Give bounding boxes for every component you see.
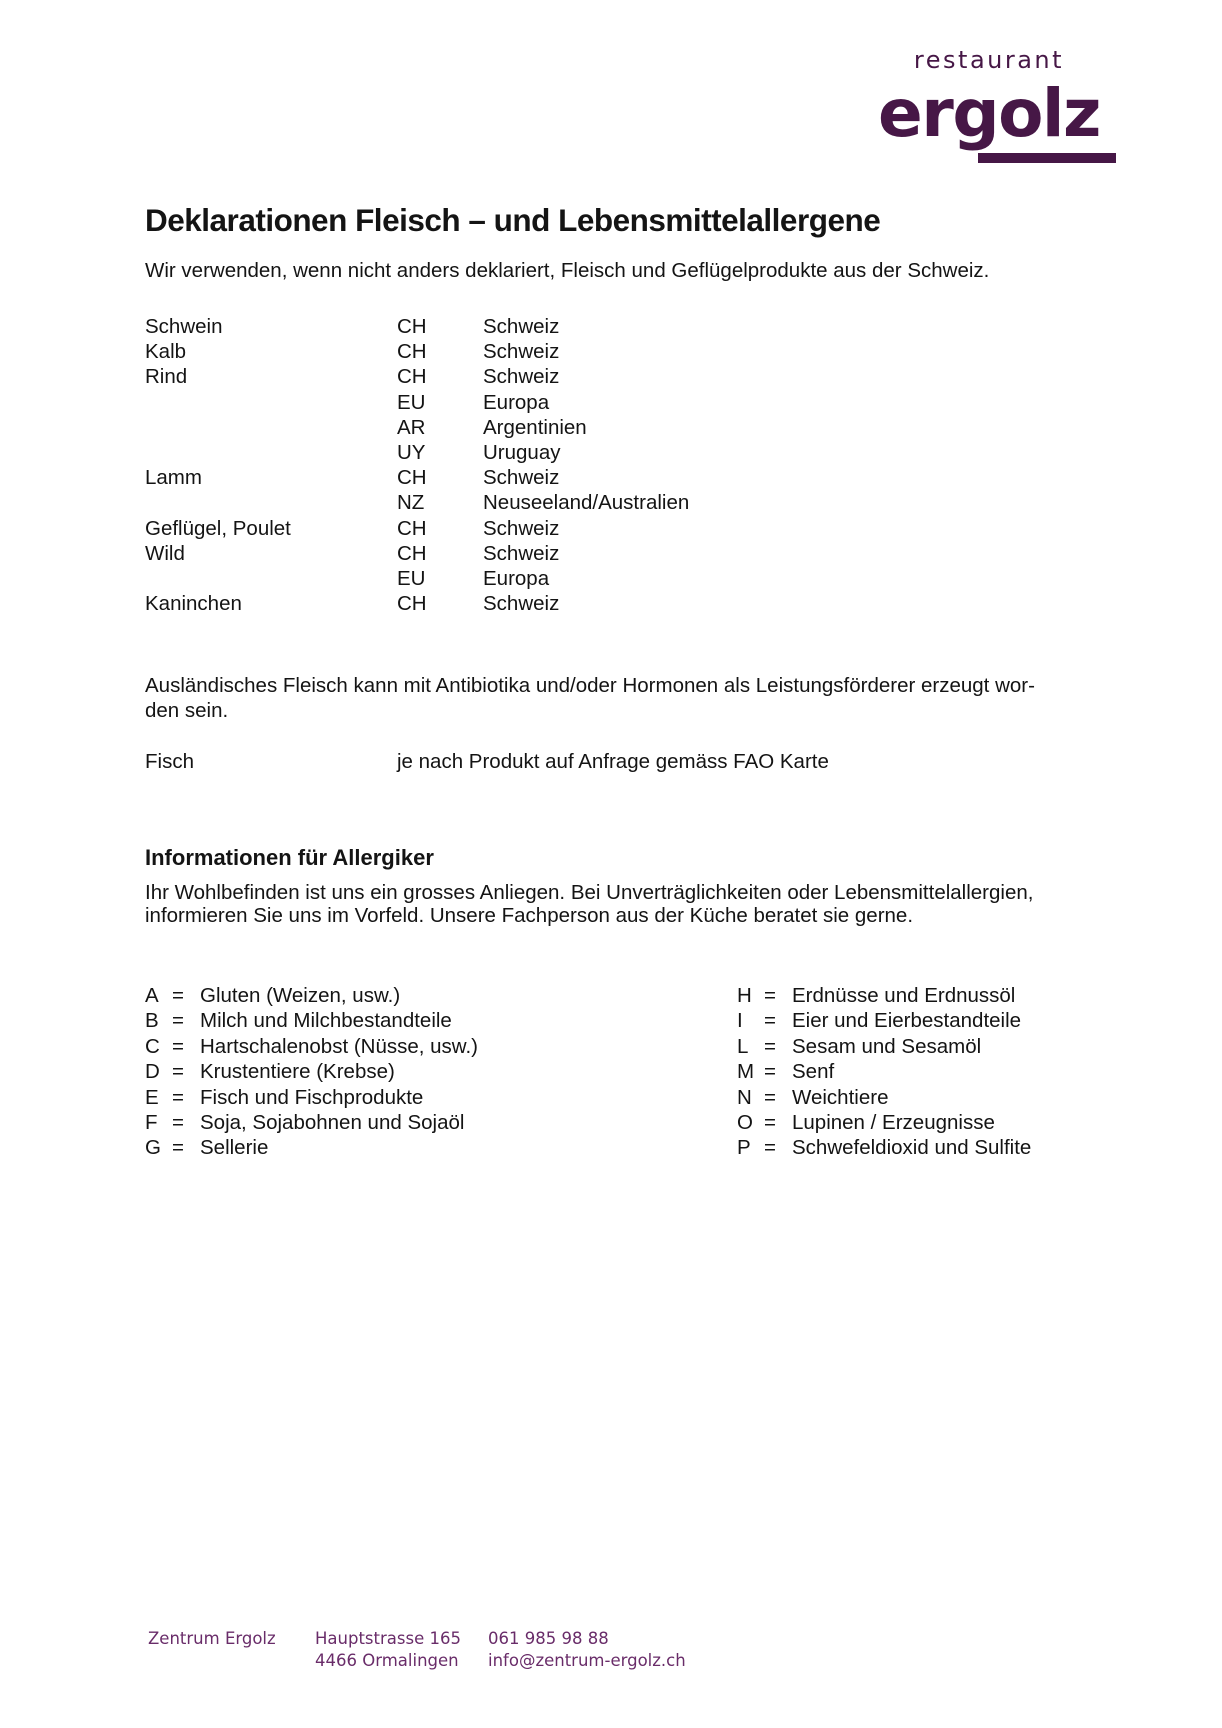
meat-item: [145, 440, 397, 465]
meat-table-row: [145, 541, 689, 566]
notice-line: Ausländisches Fleisch kann mit Antibiotika und/oder Hormonen als Leistungsförderer erzeugt wor-: [145, 674, 1035, 697]
meat-country-code: EU: [397, 390, 426, 414]
allergen-row: [145, 1059, 478, 1084]
allergen-code: M: [737, 1060, 755, 1084]
logo-subtitle: restaurant: [913, 46, 1065, 74]
equals-sign: =: [764, 1009, 776, 1033]
allergen-row: [737, 1085, 1031, 1110]
allergen-name: Fisch und Fischprodukte: [200, 1085, 424, 1109]
equals-sign: =: [764, 1136, 776, 1160]
meat-table-row: [145, 390, 689, 415]
meat-table-row: [145, 465, 689, 490]
meat-table-row: [145, 516, 689, 541]
footer-street: Hauptstrasse 165: [315, 1629, 461, 1648]
meat-country-name: Europa: [483, 567, 550, 591]
meat-country-name: Schweiz: [483, 516, 560, 540]
allergen-code: B: [145, 1009, 159, 1033]
footer-contact: [488, 1628, 686, 1671]
equals-sign: =: [172, 1111, 184, 1135]
meat-country-code: EU: [397, 567, 426, 591]
allergen-row: [737, 1034, 1031, 1059]
meat-country-code: CH: [397, 340, 427, 364]
meat-origin-table: [145, 314, 689, 616]
meat-country-code: CH: [397, 541, 427, 565]
intro-text: Wir verwenden, wenn nicht anders deklariert, Fleisch und Geflügelprodukte aus der Schweiz.: [145, 259, 990, 282]
meat-item: [145, 566, 397, 591]
meat-country-code: CH: [397, 516, 427, 540]
meat-country-name: Neuseeland/Australien: [483, 491, 690, 515]
meat-item: Lamm: [145, 466, 202, 490]
meat-country-code: UY: [397, 441, 426, 465]
allergen-row: [737, 1059, 1031, 1084]
logo-underline: [978, 153, 1116, 163]
allergen-code: D: [145, 1060, 160, 1084]
allergy-section-text: [145, 881, 1033, 927]
allergen-row: [145, 983, 478, 1008]
allergen-row: [145, 1008, 478, 1033]
meat-item: Wild: [145, 541, 185, 565]
meat-table-row: [145, 591, 689, 616]
meat-item: Kaninchen: [145, 592, 242, 616]
allergen-code: I: [737, 1009, 743, 1033]
meat-item: [145, 490, 397, 515]
meat-item: [145, 415, 397, 440]
equals-sign: =: [764, 984, 776, 1007]
allergen-code: C: [145, 1034, 160, 1058]
equals-sign: =: [172, 1136, 184, 1160]
meat-table-row: [145, 415, 689, 440]
footer-organization: [148, 1628, 276, 1650]
allergen-legend-left: [145, 983, 478, 1161]
allergen-name: Sesam und Sesamöl: [792, 1034, 982, 1058]
meat-item: Geflügel, Poulet: [145, 516, 291, 540]
page-title: Deklarationen Fleisch – und Lebensmittelallergene: [145, 202, 881, 238]
allergen-row: [737, 983, 1031, 1008]
meat-country-name: Schweiz: [483, 365, 560, 389]
allergy-section-heading: Informationen für Allergiker: [145, 845, 434, 870]
allergen-row: [145, 1110, 478, 1135]
notice-line: den sein.: [145, 699, 229, 722]
restaurant-ergolz-logo: [868, 46, 1110, 152]
allergen-name: Gluten (Weizen, usw.): [200, 984, 401, 1007]
meat-country-name: Schweiz: [483, 541, 560, 565]
allergen-name: Eier und Eierbestandteile: [792, 1009, 1022, 1033]
allergen-code: L: [737, 1034, 749, 1058]
meat-item: [145, 390, 397, 415]
allergen-row: [737, 1135, 1031, 1160]
allergen-code: A: [145, 984, 159, 1007]
equals-sign: =: [172, 1034, 184, 1058]
allergen-legend-right: [737, 983, 1031, 1161]
allergen-code: F: [145, 1111, 158, 1135]
allergy-text-line: informieren Sie uns im Vorfeld. Unsere Fachperson aus der Küche beratet sie gerne.: [145, 904, 914, 927]
meat-table-row: [145, 314, 689, 339]
allergen-name: Krustentiere (Krebse): [200, 1060, 395, 1084]
meat-table-row: [145, 364, 689, 389]
meat-country-name: Europa: [483, 390, 550, 414]
allergen-name: Sellerie: [200, 1136, 269, 1160]
meat-table-row: [145, 566, 689, 591]
allergen-code: N: [737, 1085, 752, 1109]
equals-sign: =: [764, 1060, 776, 1084]
equals-sign: =: [764, 1034, 776, 1058]
meat-country-code: AR: [397, 415, 426, 439]
fish-row: [145, 749, 829, 774]
meat-country-code: CH: [397, 365, 427, 389]
meat-country-name: Schweiz: [483, 466, 560, 490]
meat-country-code: NZ: [397, 491, 425, 515]
allergen-row: [145, 1034, 478, 1059]
allergen-row: [145, 1085, 478, 1110]
equals-sign: =: [764, 1111, 776, 1135]
meat-item: Schwein: [145, 315, 223, 338]
footer-org-name: Zentrum Ergolz: [148, 1629, 276, 1648]
meat-country-code: CH: [397, 315, 427, 338]
allergen-name: Erdnüsse und Erdnussöl: [792, 984, 1016, 1007]
meat-country-name: Schweiz: [483, 340, 560, 364]
meat-item: Kalb: [145, 340, 187, 364]
equals-sign: =: [764, 1085, 776, 1109]
meat-country-name: Argentinien: [483, 415, 587, 439]
foreign-meat-notice: [145, 673, 1035, 723]
equals-sign: =: [172, 1009, 184, 1033]
footer-email: info@zentrum-ergolz.ch: [488, 1650, 686, 1670]
allergen-code: H: [737, 984, 752, 1007]
meat-table-row: [145, 339, 689, 364]
logo-wordmark: ergolz: [878, 75, 1100, 152]
equals-sign: =: [172, 1085, 184, 1109]
allergen-name: Soja, Sojabohnen und Sojaöl: [200, 1111, 465, 1135]
allergen-name: Milch und Milchbestandteile: [200, 1009, 452, 1033]
allergen-row: [145, 1135, 478, 1160]
allergen-code: P: [737, 1136, 751, 1160]
equals-sign: =: [172, 984, 184, 1007]
allergen-name: Weichtiere: [792, 1085, 889, 1109]
meat-country-code: CH: [397, 466, 427, 490]
meat-table-row: [145, 490, 689, 515]
meat-country-name: Schweiz: [483, 315, 560, 338]
allergen-code: G: [145, 1136, 161, 1160]
meat-item: Rind: [145, 365, 188, 389]
meat-country-name: Uruguay: [483, 441, 561, 465]
allergen-code: E: [145, 1085, 159, 1109]
footer-address: [315, 1628, 461, 1671]
fish-label: Fisch: [145, 750, 194, 773]
footer-phone: 061 985 98 88: [488, 1629, 609, 1648]
allergen-row: [737, 1110, 1031, 1135]
meat-country-code: CH: [397, 592, 427, 616]
meat-country-name: Schweiz: [483, 592, 560, 616]
allergen-row: [737, 1008, 1031, 1033]
allergen-name: Senf: [792, 1060, 835, 1084]
allergen-code: O: [737, 1111, 753, 1135]
equals-sign: =: [172, 1060, 184, 1084]
allergy-text-line: Ihr Wohlbefinden ist uns ein grosses Anliegen. Bei Unverträglichkeiten oder Lebensmittelallergien,: [145, 881, 1034, 904]
allergen-name: Lupinen / Erzeugnisse: [792, 1111, 995, 1135]
footer-city: 4466 Ormalingen: [315, 1650, 459, 1670]
meat-table-row: [145, 440, 689, 465]
allergen-name: Schwefeldioxid und Sulfite: [792, 1136, 1032, 1160]
fish-info: je nach Produkt auf Anfrage gemäss FAO Karte: [397, 750, 829, 773]
allergen-name: Hartschalenobst (Nüsse, usw.): [200, 1034, 479, 1058]
